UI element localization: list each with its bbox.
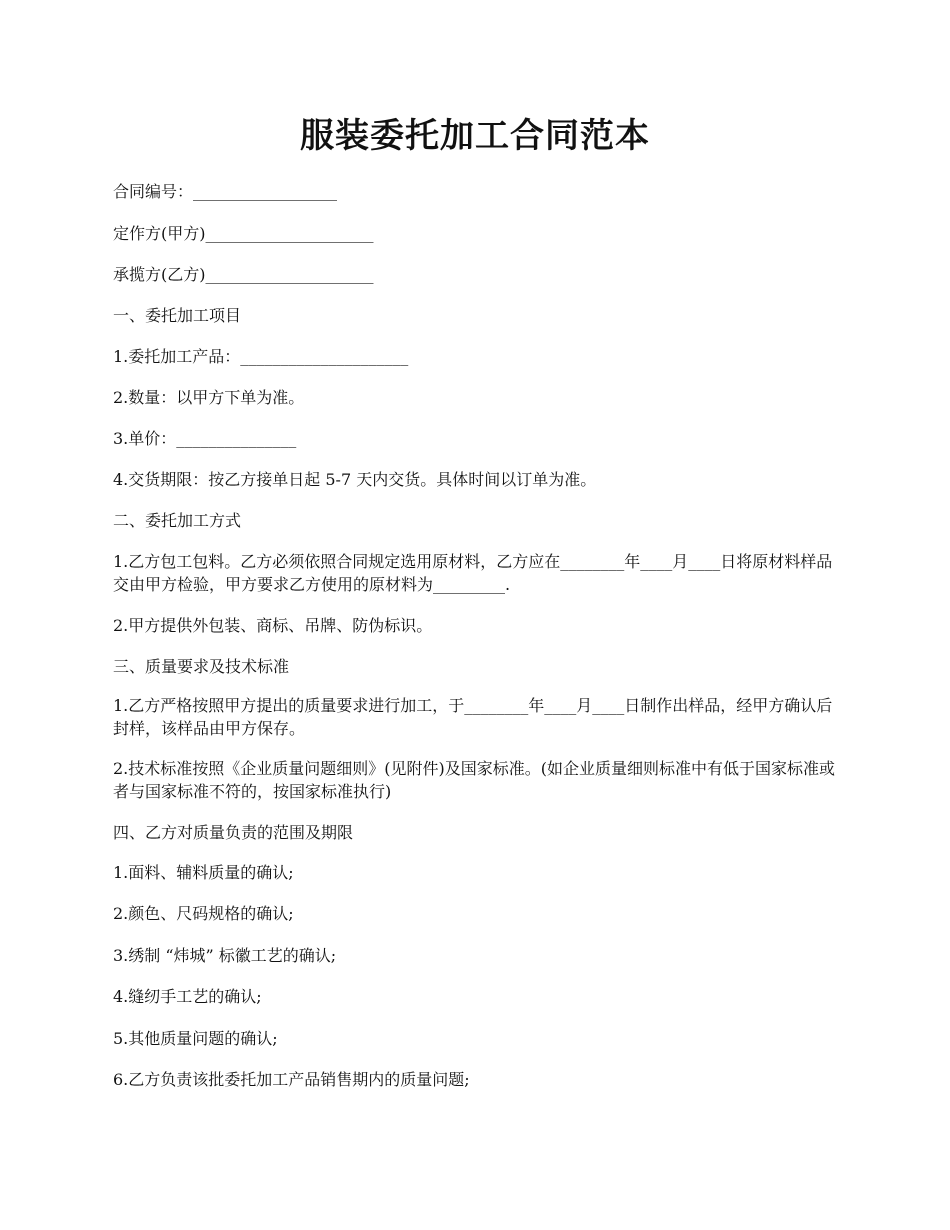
party-a-line: 定作方(甲方)_____________________	[113, 224, 374, 243]
clause-materials: 1.乙方包工包料。乙方必须依照合同规定选用原材料，乙方应在________年____月____日将原材料样品交由甲方检验，甲方要求乙方使用的原材料为_________.	[113, 552, 833, 594]
section-heading-3: 三、质量要求及技术标准	[113, 657, 290, 676]
document-title: 服装委托加工合同范本	[300, 116, 650, 156]
list-item-responsibility: 6.乙方负责该批委托加工产品销售期内的质量问题;	[113, 1070, 470, 1089]
section-heading-4: 四、乙方对质量负责的范围及期限	[113, 823, 354, 842]
clause-packaging: 2.甲方提供外包装、商标、吊牌、防伪标识。	[113, 616, 433, 635]
list-item-embroidery: 3.绣制 “炜城” 标徽工艺的确认;	[113, 946, 337, 965]
clause-product: 1.委托加工产品：_____________________	[113, 347, 409, 366]
clause-quantity: 2.数量：以甲方下单为准。	[113, 388, 305, 407]
list-item-fabric: 1.面料、辅料质量的确认;	[113, 863, 294, 882]
contract-number-line: 合同编号：__________________	[113, 182, 338, 201]
clause-sample: 1.乙方严格按照甲方提出的质量要求进行加工，于________年____月____日制作出样品，经甲方确认后封样，该样品由甲方保存。	[113, 696, 833, 738]
clause-delivery: 4.交货期限：按乙方接单日起 5-7 天内交货。具体时间以订单为准。	[113, 470, 597, 489]
list-item-other: 5.其他质量问题的确认;	[113, 1029, 278, 1048]
party-b-line: 承揽方(乙方)_____________________	[113, 265, 374, 284]
list-item-sewing: 4.缝纫手工艺的确认;	[113, 987, 262, 1006]
section-heading-2: 二、委托加工方式	[113, 511, 242, 530]
clause-standard: 2.技术标准按照《企业质量问题细则》(见附件)及国家标准。(如企业质量细则标准中有低于国家标准或者与国家标准不符的，按国家标准执行)	[113, 759, 835, 801]
clause-unit-price: 3.单价：_______________	[113, 429, 297, 448]
section-heading-1: 一、委托加工项目	[113, 306, 242, 325]
list-item-color: 2.颜色、尺码规格的确认;	[113, 904, 294, 923]
